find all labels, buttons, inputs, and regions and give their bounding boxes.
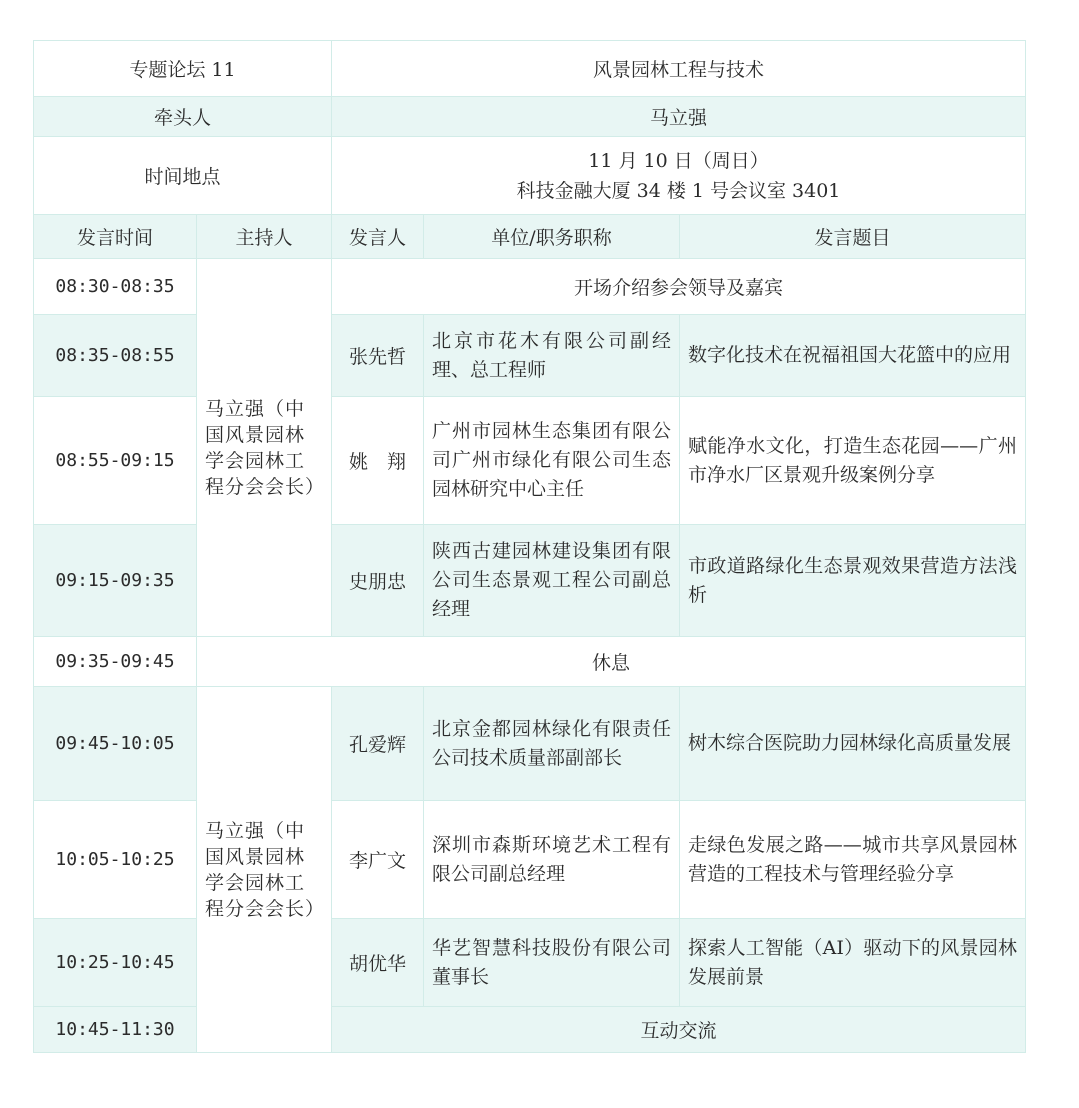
slot-time: 09:15-09:35 bbox=[34, 525, 197, 637]
col-header-time: 发言时间 bbox=[34, 215, 197, 259]
speaker-org: 北京市花木有限公司副经理、总工程师 bbox=[424, 315, 680, 397]
talk-topic: 市政道路绿化生态景观效果营造方法浅析 bbox=[680, 525, 1026, 637]
talk-topic: 数字化技术在祝福祖国大花篮中的应用 bbox=[680, 315, 1026, 397]
session-host: 马立强（中国风景园林学会园林工程分会会长） bbox=[197, 687, 332, 1053]
talk-topic: 赋能净水文化，打造生态花园——广州市净水厂区景观升级案例分享 bbox=[680, 397, 1026, 525]
opening-remarks: 开场介绍参会领导及嘉宾 bbox=[332, 259, 1026, 315]
speaker-org: 华艺智慧科技股份有限公司董事长 bbox=[424, 919, 680, 1007]
col-header-topic: 发言题目 bbox=[680, 215, 1026, 259]
slot-time: 10:45-11:30 bbox=[34, 1007, 197, 1053]
speaker-org: 广州市园林生态集团有限公司广州市绿化有限公司生态园林研究中心主任 bbox=[424, 397, 680, 525]
break-label: 休息 bbox=[197, 637, 1026, 687]
table-row bbox=[34, 315, 1026, 397]
speaker-org: 北京金都园林绿化有限责任公司技术质量部副部长 bbox=[424, 687, 680, 801]
table-row bbox=[34, 259, 1026, 315]
forum-title: 风景园林工程与技术 bbox=[332, 41, 1026, 97]
column-header-row bbox=[34, 215, 1026, 259]
time-place-label: 时间地点 bbox=[34, 137, 332, 215]
slot-time: 10:05-10:25 bbox=[34, 801, 197, 919]
lead-value: 马立强 bbox=[332, 97, 1026, 137]
lead-label: 牵头人 bbox=[34, 97, 332, 137]
slot-time: 09:35-09:45 bbox=[34, 637, 197, 687]
speaker-name: 李广文 bbox=[332, 801, 424, 919]
speaker-org: 陕西古建园林建设集团有限公司生态景观工程公司副总经理 bbox=[424, 525, 680, 637]
slot-time: 08:30-08:35 bbox=[34, 259, 197, 315]
forum-label: 专题论坛 11 bbox=[34, 41, 332, 97]
speaker-name: 孔爱辉 bbox=[332, 687, 424, 801]
slot-time: 08:35-08:55 bbox=[34, 315, 197, 397]
speaker-name: 胡优华 bbox=[332, 919, 424, 1007]
slot-time: 09:45-10:05 bbox=[34, 687, 197, 801]
talk-topic: 树木综合医院助力园林绿化高质量发展 bbox=[680, 687, 1026, 801]
lead-row bbox=[34, 97, 1026, 137]
event-date: 11 月 10 日（周日） bbox=[588, 149, 769, 172]
talk-topic: 走绿色发展之路——城市共享风景园林营造的工程技术与管理经验分享 bbox=[680, 801, 1026, 919]
speaker-name: 张先哲 bbox=[332, 315, 424, 397]
table-row bbox=[34, 801, 1026, 919]
slot-time: 10:25-10:45 bbox=[34, 919, 197, 1007]
time-place-value bbox=[332, 137, 1026, 215]
speaker-name: 姚 翔 bbox=[332, 397, 424, 525]
event-venue: 科技金融大厦 34 楼 1 号会议室 3401 bbox=[516, 179, 841, 202]
table-row bbox=[34, 687, 1026, 801]
interactive-session: 互动交流 bbox=[332, 1007, 1026, 1053]
forum-header-row bbox=[34, 41, 1026, 97]
table-row bbox=[34, 919, 1026, 1007]
table-row bbox=[34, 525, 1026, 637]
table-row bbox=[34, 397, 1026, 525]
speaker-org: 深圳市森斯环境艺术工程有限公司副总经理 bbox=[424, 801, 680, 919]
speaker-name: 史朋忠 bbox=[332, 525, 424, 637]
col-header-host: 主持人 bbox=[197, 215, 332, 259]
slot-time: 08:55-09:15 bbox=[34, 397, 197, 525]
talk-topic: 探索人工智能（AI）驱动下的风景园林发展前景 bbox=[680, 919, 1026, 1007]
table-row bbox=[34, 637, 1026, 687]
col-header-speaker: 发言人 bbox=[332, 215, 424, 259]
session-host: 马立强（中国风景园林学会园林工程分会会长） bbox=[197, 259, 332, 637]
table-row bbox=[34, 1007, 1026, 1053]
forum-schedule-table bbox=[33, 40, 1026, 1053]
time-place-row bbox=[34, 137, 1026, 215]
col-header-org: 单位/职务职称 bbox=[424, 215, 680, 259]
